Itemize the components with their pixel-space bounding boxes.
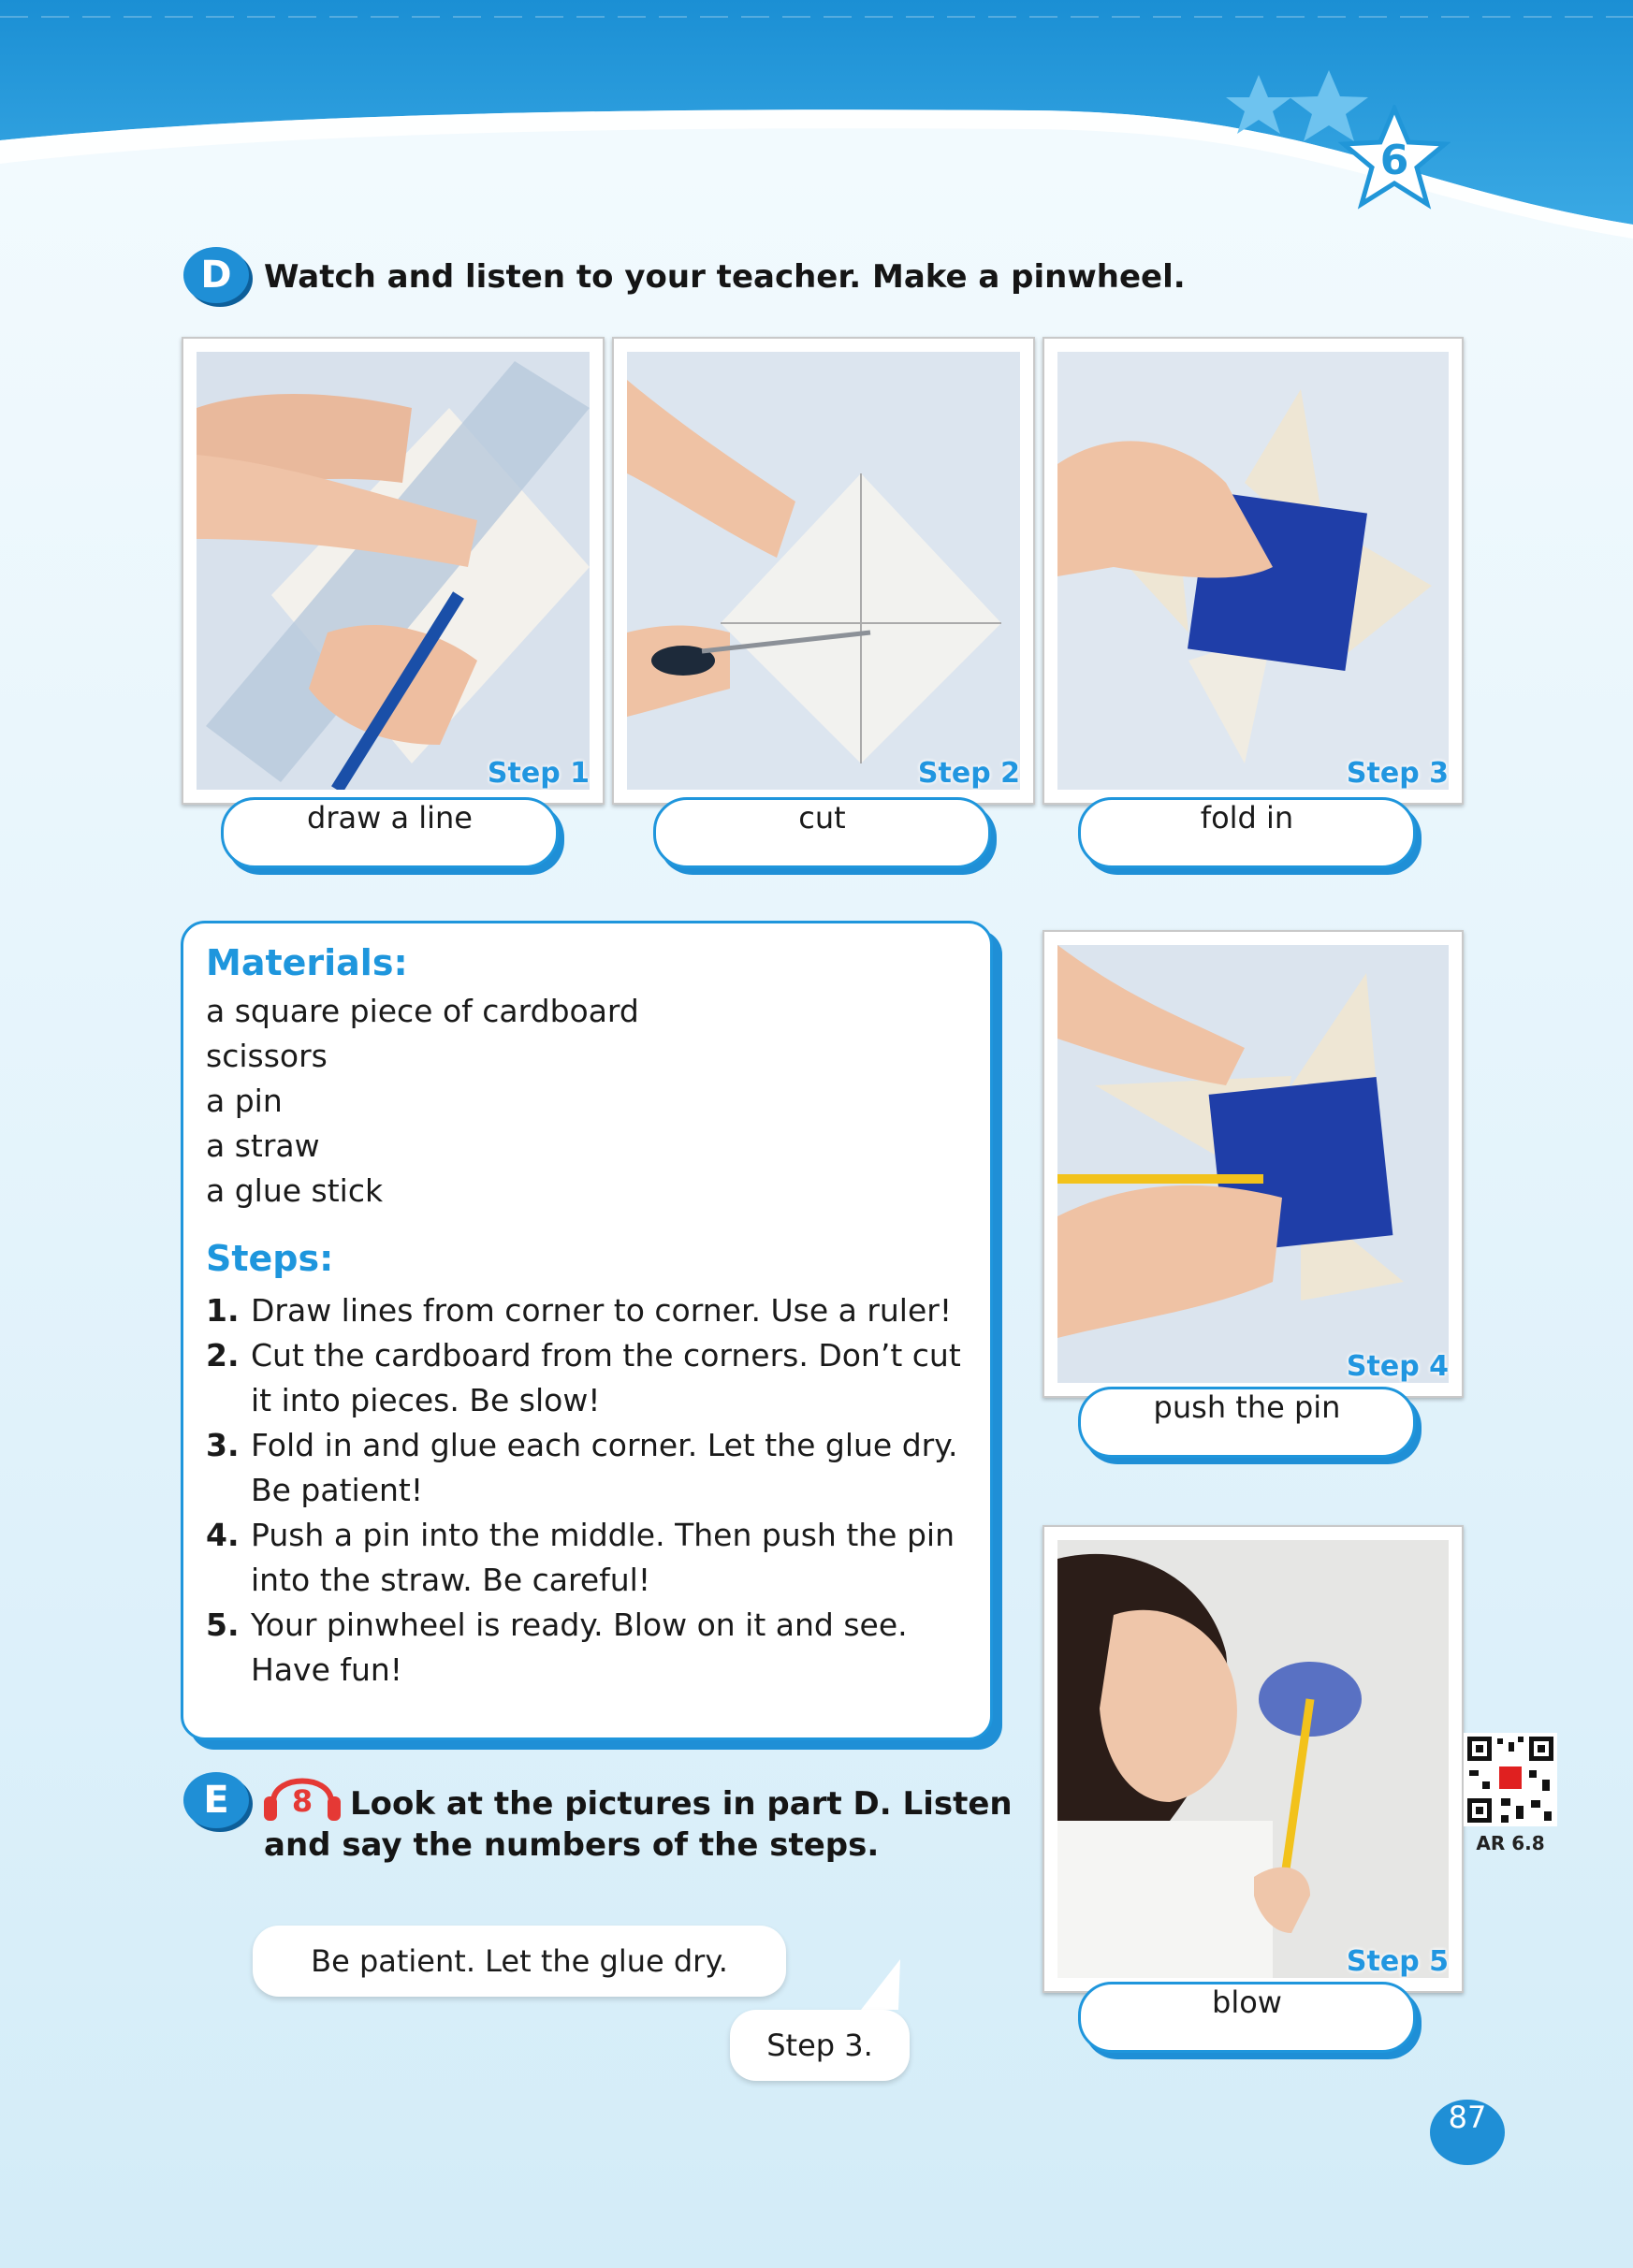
caption-cut: cut [653, 797, 991, 868]
photo-step-1 [182, 337, 605, 805]
materials-heading: Materials: [206, 942, 408, 983]
materials-steps-box [181, 921, 993, 1740]
step-4-image [1057, 945, 1449, 1383]
step-label: Step 2 [917, 757, 1020, 790]
speech-bubble-2: Step 3. [730, 2010, 910, 2081]
step-item [206, 1603, 973, 1693]
step-3-image [1057, 352, 1449, 790]
material-item: a straw [206, 1127, 320, 1164]
material-item: a glue stick [206, 1172, 384, 1209]
step-number: 4. [206, 1517, 240, 1553]
step-item [206, 1288, 973, 1333]
photo-step-4 [1042, 930, 1464, 1398]
step-item [206, 1423, 973, 1513]
material-item: a pin [206, 1083, 283, 1119]
step-text: Fold in and glue each corner. Let the glue dry. Be patient! [251, 1427, 958, 1508]
step-number: 2. [206, 1337, 240, 1374]
qr-code-icon[interactable] [1464, 1733, 1557, 1826]
material-item: a square piece of cardboard [206, 993, 639, 1029]
step-number: 3. [206, 1427, 240, 1463]
step-number: 1. [206, 1292, 240, 1329]
step-text: Your pinwheel is ready. Blow on it and see. Have fun! [251, 1606, 908, 1688]
photo-step-3 [1042, 337, 1464, 805]
step-text: Draw lines from corner to corner. Use a ruler! [251, 1292, 953, 1329]
step-label: Step 4 [1346, 1350, 1449, 1383]
step-2-image [627, 352, 1020, 790]
step-5-image [1057, 1540, 1449, 1978]
speech-bubble-1: Be patient. Let the glue dry. [253, 1926, 786, 1997]
section-e-instruction-line2: and say the numbers of the steps. [264, 1826, 880, 1864]
step-label: Step 1 [487, 757, 590, 790]
page-number: 87 [1430, 2100, 1505, 2165]
photo-step-5 [1042, 1525, 1464, 1993]
step-label: Step 5 [1346, 1945, 1449, 1978]
track-number: 8 [291, 1783, 313, 1819]
step-item [206, 1333, 973, 1423]
caption-push-the-pin: push the pin [1078, 1387, 1416, 1458]
caption-draw-a-line: draw a line [221, 797, 559, 868]
step-text: Push a pin into the middle. Then push the pin into the straw. Be careful! [251, 1517, 955, 1598]
caption-blow: blow [1078, 1982, 1416, 2053]
step-label: Step 3 [1346, 757, 1449, 790]
section-d-instruction: Watch and listen to your teacher. Make a pinwheel. [264, 258, 1186, 296]
section-e-badge: E [183, 1772, 249, 1828]
speech-bubble-tail [842, 1959, 908, 2010]
step-1-image [197, 352, 590, 790]
material-item: scissors [206, 1038, 328, 1074]
unit-number: 6 [1379, 137, 1409, 184]
step-item [206, 1513, 973, 1603]
section-e-instruction-line1: Look at the pictures in part D. Listen [350, 1785, 1013, 1823]
section-d-badge: D [183, 247, 249, 303]
step-text: Cut the cardboard from the corners. Don’t cut it into pieces. Be slow! [251, 1337, 961, 1418]
step-number: 5. [206, 1606, 240, 1643]
unit-badge [1338, 105, 1451, 217]
photo-step-2 [612, 337, 1035, 805]
steps-heading: Steps: [206, 1238, 334, 1279]
caption-fold-in: fold in [1078, 797, 1416, 868]
qr-label: AR 6.8 [1476, 1832, 1545, 1854]
